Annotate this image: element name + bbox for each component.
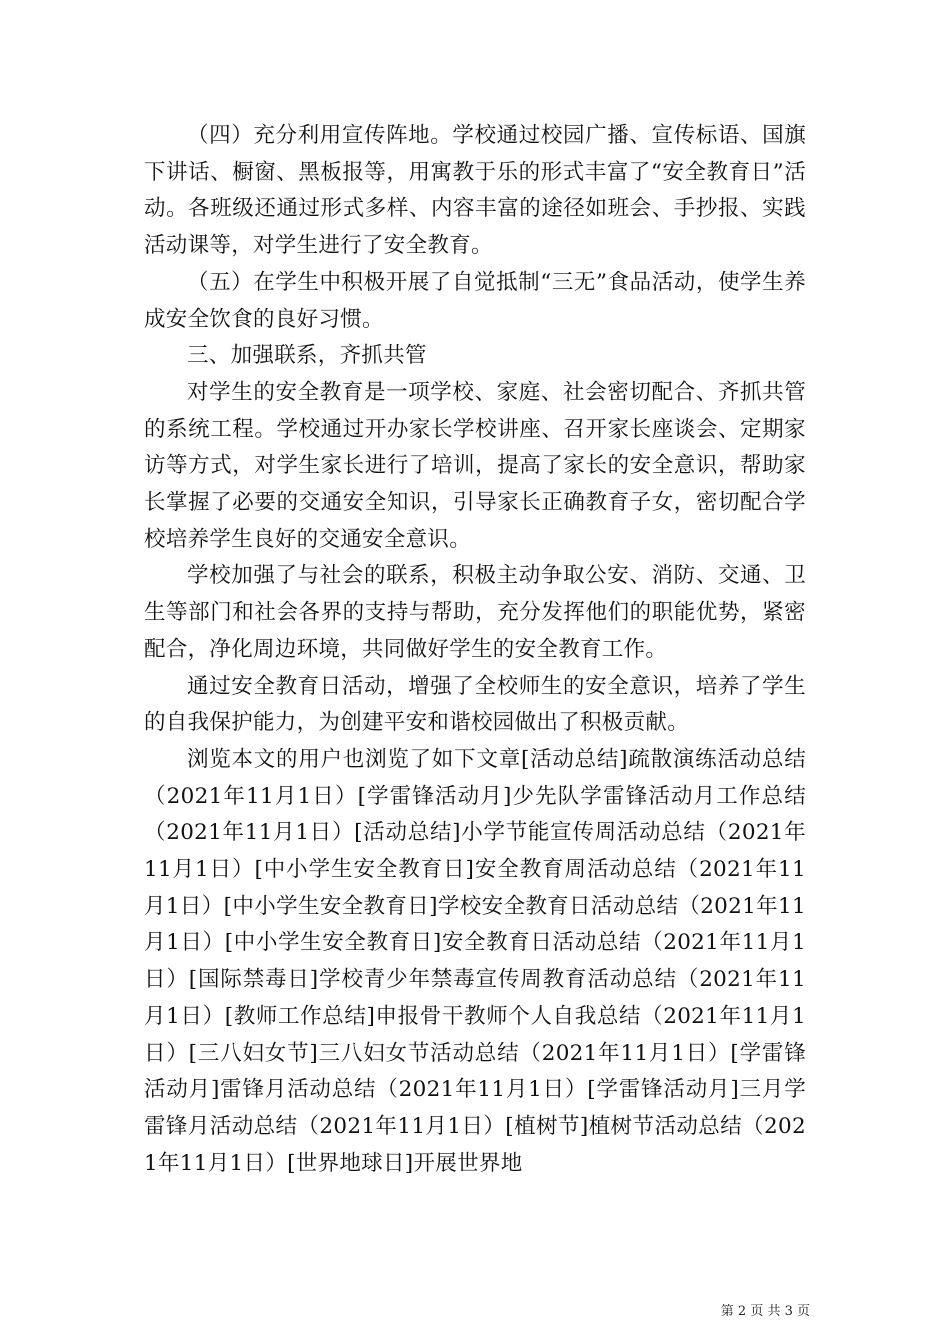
paragraph-publicity: （四）充分利用宣传阵地。学校通过校园广播、宣传标语、国旗下讲话、橱窗、黑板报等，用寓教于乐的形式丰富了“安全教育日”活动。各班级还通过形式多样、内容丰富的途径如班会、手抄报、实践活动课等，对学生进行了安全教育。 bbox=[144, 123, 806, 259]
page-number: 第 2 页 共 3 页 bbox=[720, 1304, 810, 1319]
paragraph-family-cooperation: 对学生的安全教育是一项学校、家庭、社会密切配合、齐抓共管的系统工程。学校通过开办家长学校讲座、召开家长座谈会、定期家访等方式，对学生家长进行了培训，提高了家长的安全意识，帮助家长掌握了必要的交通安全知识，引导家长正确教育子女，密切配合学校培养学生良好的交通安全意识。 bbox=[144, 379, 806, 552]
paragraph-conclusion: 通过安全教育日活动，增强了全校师生的安全意识，培养了学生的自我保护能力，为创建平安和谐校园做出了积极贡献。 bbox=[144, 673, 806, 736]
section-heading-cooperation: 三、加强联系，齐抓共管 bbox=[187, 343, 427, 369]
paragraph-society-cooperation: 学校加强了与社会的联系，积极主动争取公安、消防、交通、卫生等部门和社会各界的支持与帮助，充分发挥他们的职能优势，紧密配合，净化周边环境，共同做好学生的安全教育工作。 bbox=[144, 563, 806, 662]
paragraph-food-safety: （五）在学生中积极开展了自觉抵制“三无”食品活动，使学生养成安全饮食的良好习惯。 bbox=[144, 269, 806, 332]
paragraph-related-articles: 浏览本文的用户也浏览了如下文章[活动总结]疏散演练活动总结（2021年11月1日）[学雷锋活动月]少先队学雷锋活动月工作总结（2021年11月1日）[活动总结]小学节能宣传周活动总结（2021年11月1日）[中小学生安全教育日]安全教育周活动总结（2021年11月1日）[中小学生安全教育日]学校安全教育日活动总结（2021年11月1日）[中小学生安全教育日]安全教育日活动总结（2021年11月1日）[国际禁毒日]学校青少年禁毒宣传周教育活动总结（2021年11月1日）[教师工作总结]申报骨干教师个人自我总结（2021年11月1日）[三八妇女节]三八妇女节活动总结（2021年11月1日）[学雷锋活动月]雷锋月活动总结（2021年11月1日）[学雷锋活动月]三月学雷锋月活动总结（2021年11月1日）[植树节]植树节活动总结（2021年11月1日）[世界地球日]开展世界地 bbox=[144, 746, 806, 1176]
document-body bbox=[144, 118, 806, 1182]
